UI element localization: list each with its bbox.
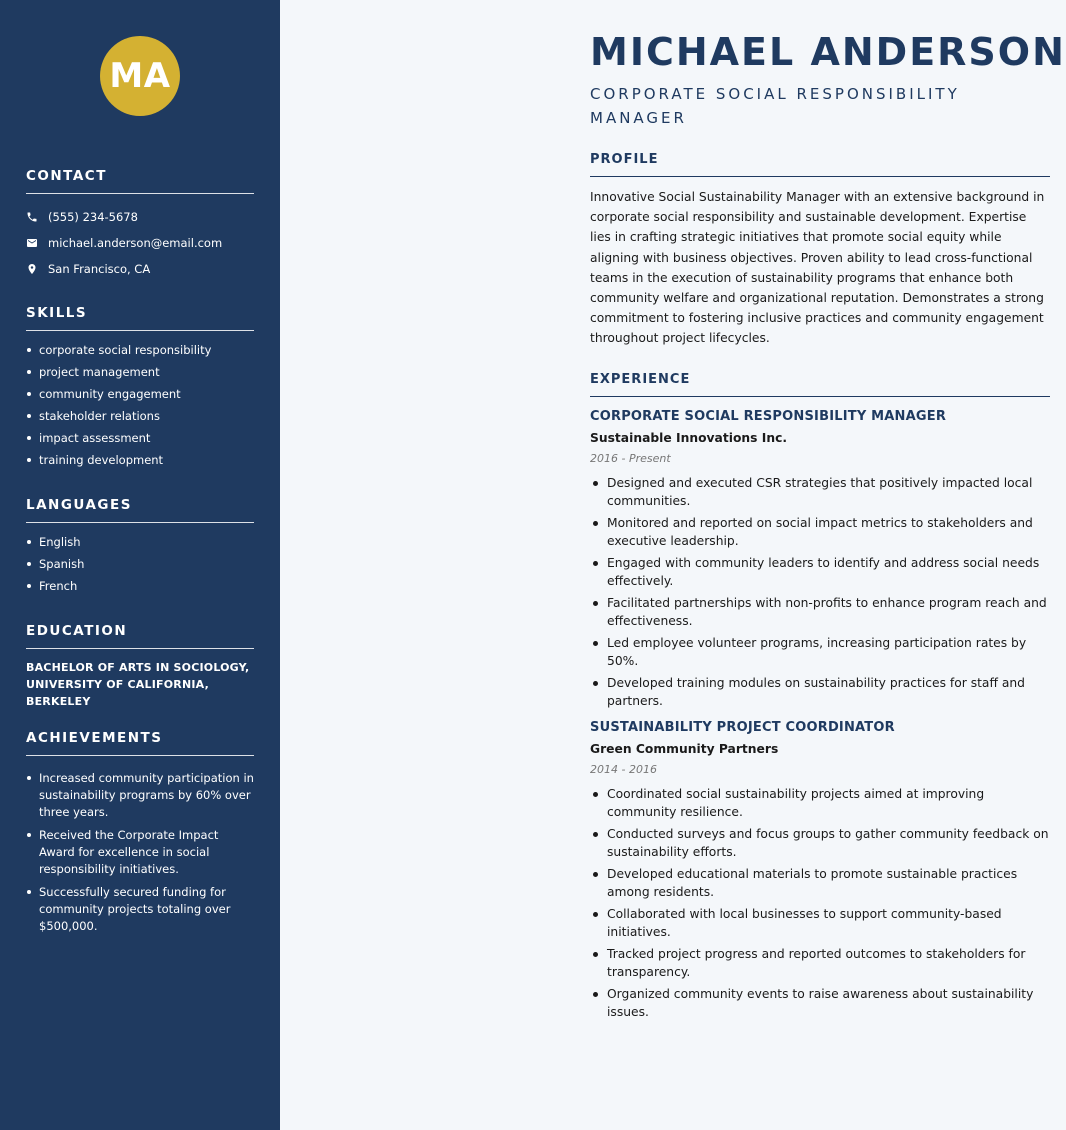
job-entry-dates: 2016 - Present — [590, 452, 671, 465]
list-item: impact assessment — [26, 430, 254, 452]
job-entry-title: SUSTAINABILITY PROJECT COORDINATOR — [590, 720, 895, 735]
email-text: michael.anderson@email.com — [48, 236, 223, 250]
profile-text: Innovative Social Sustainability Manager with an extensive background in corporate social responsibility and sustainable development. Expertise lies in crafting strategic initiatives that promote social equity while aligning with business objectives. Proven ability to lead cross-functional teams in the execution of sustainability programs that enhance both community welfare and organizational reputation. Demonstrates a strong commitment to fostering inclusive practices and community engagement throughout project lifecycles. — [590, 190, 1045, 346]
contact-location — [26, 256, 254, 282]
experience-section — [590, 372, 1050, 1025]
list-item: French — [26, 578, 254, 600]
contact-section — [26, 168, 254, 282]
contact-heading: CONTACT — [26, 168, 254, 194]
list-item: Spanish — [26, 556, 254, 578]
email-icon — [26, 237, 48, 249]
skills-list — [26, 342, 254, 474]
education-section — [26, 623, 254, 710]
phone-text: (555) 234-5678 — [48, 210, 138, 224]
list-item: Led employee volunteer programs, increasing participation rates by 50%. — [590, 634, 1050, 670]
languages-list — [26, 534, 254, 600]
experience-heading: EXPERIENCE — [590, 372, 1050, 397]
list-item: project management — [26, 364, 254, 386]
job-entry — [590, 409, 1050, 710]
education-degree: BACHELOR OF ARTS IN SOCIOLOGY, UNIVERSITY OF CALIFORNIA, BERKELEY — [26, 661, 250, 708]
profile-heading: PROFILE — [590, 152, 1050, 177]
location-text: San Francisco, CA — [48, 262, 151, 276]
list-item: Conducted surveys and focus groups to gather community feedback on sustainability efforts. — [590, 825, 1050, 861]
list-item: training development — [26, 452, 254, 474]
list-item: English — [26, 534, 254, 556]
job-entry-dates: 2014 - 2016 — [590, 763, 657, 776]
job-title: CORPORATE SOCIAL RESPONSIBILITY MANAGER — [590, 85, 960, 127]
skills-heading: SKILLS — [26, 305, 254, 331]
phone-icon — [26, 211, 48, 223]
achievements-section — [26, 730, 254, 941]
contact-phone — [26, 204, 254, 230]
languages-heading: LANGUAGES — [26, 497, 254, 523]
list-item: Developed training modules on sustainability practices for staff and partners. — [590, 674, 1050, 710]
job-bullets — [590, 785, 1050, 1021]
contact-email — [26, 230, 254, 256]
list-item: Organized community events to raise awareness about sustainability issues. — [590, 985, 1050, 1021]
list-item: Collaborated with local businesses to support community-based initiatives. — [590, 905, 1050, 941]
list-item: Developed educational materials to promote sustainable practices among residents. — [590, 865, 1050, 901]
job-entry-title: CORPORATE SOCIAL RESPONSIBILITY MANAGER — [590, 409, 947, 424]
profile-section — [590, 152, 1050, 349]
avatar: MA — [100, 36, 180, 116]
main-content — [280, 0, 1066, 1130]
achievements-list — [26, 770, 254, 935]
job-entry — [590, 720, 1050, 1021]
languages-section — [26, 497, 254, 600]
list-item: Coordinated social sustainability projects aimed at improving community resilience. — [590, 785, 1050, 821]
job-entry-company: Green Community Partners — [590, 742, 779, 756]
list-item: community engagement — [26, 386, 254, 408]
list-item: Successfully secured funding for community projects totaling over $500,000. — [26, 884, 254, 935]
list-item: Increased community participation in sustainability programs by 60% over three years. — [26, 770, 254, 821]
job-entry-company: Sustainable Innovations Inc. — [590, 431, 788, 445]
list-item: Engaged with community leaders to identify and address social needs effectively. — [590, 554, 1050, 590]
job-bullets — [590, 474, 1050, 710]
list-item: Designed and executed CSR strategies that positively impacted local communities. — [590, 474, 1050, 510]
list-item: stakeholder relations — [26, 408, 254, 430]
education-heading: EDUCATION — [26, 623, 254, 649]
location-pin-icon — [26, 263, 48, 275]
list-item: Monitored and reported on social impact metrics to stakeholders and executive leadership. — [590, 514, 1050, 550]
achievements-heading: ACHIEVEMENTS — [26, 730, 254, 756]
skills-section — [26, 305, 254, 474]
candidate-name: MICHAEL ANDERSON — [590, 30, 1066, 74]
list-item: corporate social responsibility — [26, 342, 254, 364]
sidebar — [0, 0, 280, 1130]
list-item: Received the Corporate Impact Award for excellence in social responsibility initiatives. — [26, 827, 254, 878]
list-item: Tracked project progress and reported outcomes to stakeholders for transparency. — [590, 945, 1050, 981]
list-item: Facilitated partnerships with non-profits to enhance program reach and effectiveness. — [590, 594, 1050, 630]
